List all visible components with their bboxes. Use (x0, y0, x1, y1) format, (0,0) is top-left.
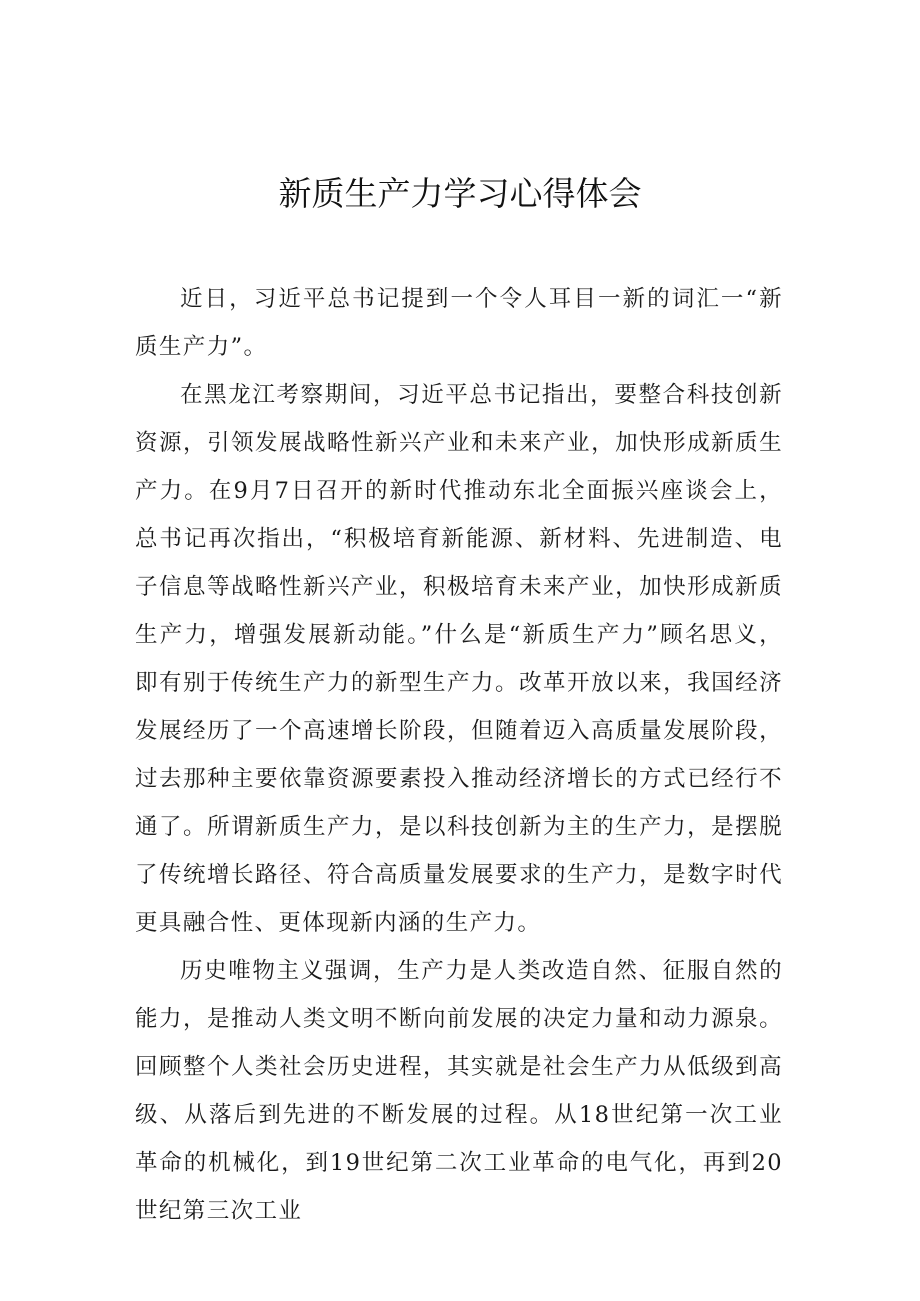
paragraph-historical-materialism: 历史唯物主义强调，生产力是人类改造自然、征服自然的能力，是推动人类文明不断向前发展的决定力量和动力源泉。回顾整个人类社会历史进程，其实就是社会生产力从低级到高级、从落后到先进的不断发展的过程。从18世纪第一次工业革命的机械化，到19世纪第二次工业革命的电气化，再到20世纪第三次工业 (135, 958, 783, 1224)
paragraph-heilongjiang-inspection: 在黑龙江考察期间，习近平总书记指出，要整合科技创新资源，引领发展战略性新兴产业和未来产业，加快形成新质生产力。在9月7日召开的新时代推动东北全面振兴座谈会上，总书记再次指出，“积极培育新能源、新材料、先进制造、电子信息等战略性新兴产业，积极培育未来产业，加快形成新质生产力，增强发展新动能。”什么是“新质生产力”顾名思义，即有别于传统生产力的新型生产力。改革开放以来，我国经济发展经历了一个高速增长阶段，但随着迈入高质量发展阶段，过去那种主要依靠资源要素投入推动经济增长的方式已经行不通了。所谓新质生产力，是以科技创新为主的生产力，是摆脱了传统增长路径、符合高质量发展要求的生产力，是数字时代更具融合性、更体现新内涵的生产力。 (135, 382, 783, 936)
paragraph-intro: 近日，习近平总书记提到一个令人耳目一新的词汇一“新质生产力”。 (135, 286, 783, 360)
document-body (135, 275, 783, 1235)
document-title: 新质生产力学习心得体会 (278, 174, 642, 213)
